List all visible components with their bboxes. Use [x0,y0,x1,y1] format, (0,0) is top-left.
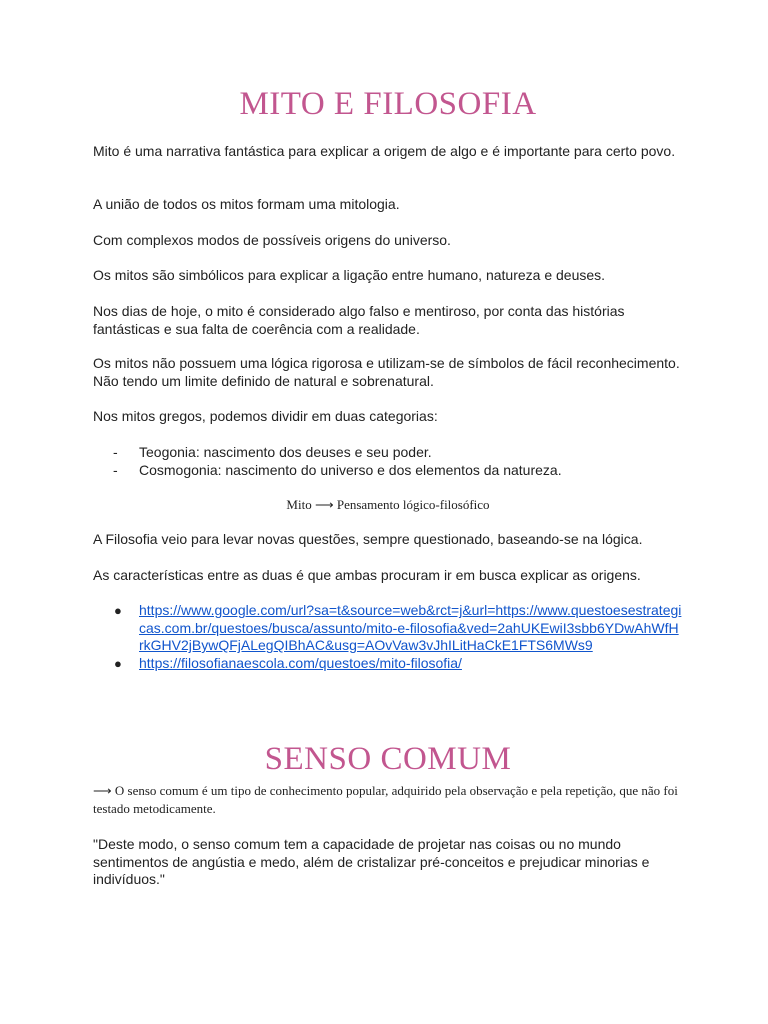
list-item-text: Cosmogonia: nascimento do universo e dos elementos da natureza. [139,461,562,478]
list-item [93,655,683,673]
quote-paragraph: "Deste modo, o senso comum tem a capacidade de projetar nas coisas ou no mundo sentimentos de angústia e medo, além de cristalizar pré-conceitos e prejudicar minorias e indivíduos." [93,836,650,887]
links-list [93,602,683,672]
list-item [93,462,683,480]
paragraph-filosofia: A Filosofia veio para levar novas questões, sempre questionado, baseando-se na lógica. [93,531,643,547]
list-item-text: Teogonia: nascimento dos deuses e seu poder. [139,444,432,460]
filosofianaescola-link[interactable]: https://filosofianaescola.com/questoes/mito-filosofia/ [139,654,462,671]
senso-comum-intro: ⟶ O senso comum é um tipo de conhecimento popular, adquirido pela observação e pela repetição, que não foi testado metodicamente. [93,783,678,816]
paragraph-origens: Com complexos modos de possíveis origens do universo. [93,232,451,248]
list-item [93,444,683,462]
google-link[interactable]: https://www.google.com/url?sa=t&source=web&rct=j&url=https://www.questoesestrategicas.com.br/questoes/busca/assunto/mito-e-filosofia&ved=2ahUKEwiI3sbb6YDwAhWfHrkGHV2jBywQFjALegQIBhAC&usg=AOvVaw3vJhILitHaCkE1FTS6MWs9 [139,602,682,653]
bullet-marker: ● [114,603,122,618]
bullet-marker: ● [114,655,122,671]
paragraph-simbolicos: Os mitos são simbólicos para explicar a ligação entre humano, natureza e deuses. [93,267,606,283]
paragraph-mito-definicao: Mito é uma narrativa fantástica para explicar a origem de algo e é importante para certo povo. [93,143,676,159]
paragraph-logica-rigorosa: Os mitos não possuem uma lógica rigorosa e utilizam-se de símbolos de fácil reconhecimento. Não tendo um limite definido de natural e sobrenatural. [93,355,680,389]
dash-marker: - [113,461,118,478]
paragraph-mitos-gregos: Nos mitos gregos, podemos dividir em duas categorias: [93,408,438,424]
dash-marker: - [113,444,118,460]
paragraph-caracteristicas: As características entre as duas é que ambas procuram ir em busca explicar as origens. [93,567,641,583]
page-title: MITO E FILOSOFIA [239,86,537,122]
paragraph-dias-de-hoje: Nos dias de hoje, o mito é considerado algo falso e mentiroso, por conta das histórias fantásticas e sua falta de coerência com a realidade. [93,303,625,337]
list-item [93,602,683,655]
centered-note: Mito ⟶ Pensamento lógico-filosófico [286,497,490,512]
section-title: SENSO COMUM [264,741,512,777]
categories-list [93,444,683,479]
paragraph-mitologia: A união de todos os mitos formam uma mitologia. [93,196,400,212]
